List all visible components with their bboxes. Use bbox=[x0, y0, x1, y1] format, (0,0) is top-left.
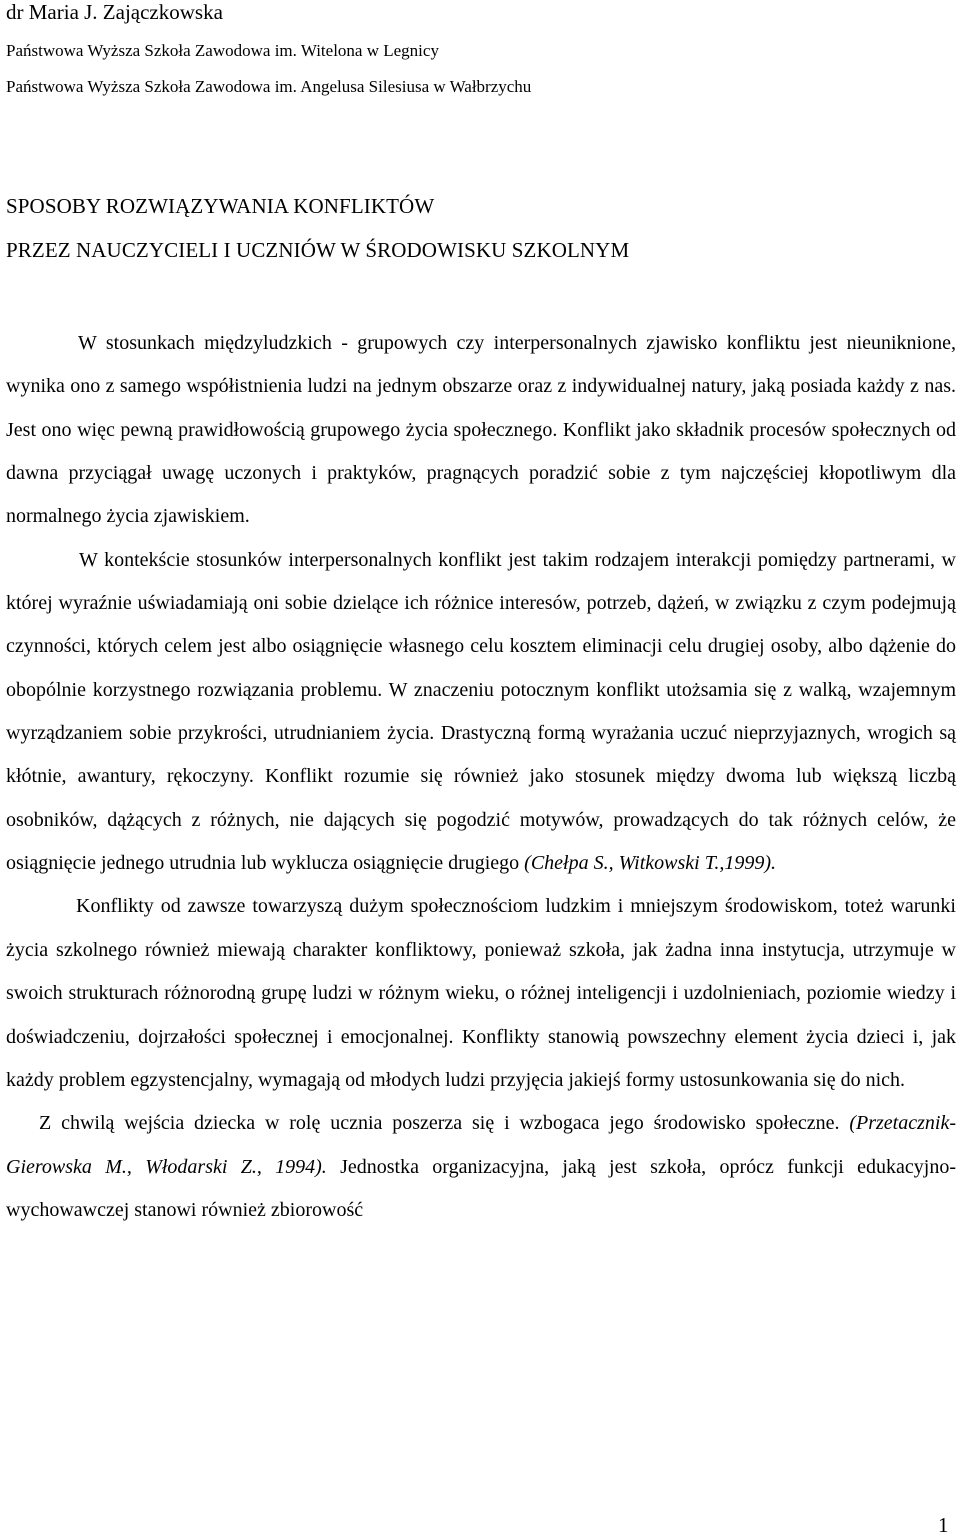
paragraph-2-text: W kontekście stosunków interpersonalnych konflikt jest takim rodzajem interakcji pomiędzy partnerami, w której wyraźnie uświadamiają oni sobie dzielące ich różnice interesów, potrzeb, dążeń, w związku z czym podejmują czynności, których celem jest albo osiągnięcie własnego celu kosztem eliminacji celu drugiej osoby, albo dążenie do obopólnie korzystnego rozwiązania problemu. W znaczeniu potocznym konflikt utożsamia się z walką, wzajemnym wyrządzaniem sobie przykrości, utrudnianiem życia. Drastyczną formą wyrażania uczuć nieprzyjaznych, wrogich są kłótnie, awantury, rękoczyny. Konflikt rozumie się również jako stosunek między dwoma lub większą liczbą osobników, dążących z różnych, nie dających się pogodzić motywów, prowadzących do tak różnych celów, że osiągnięcie jednego utrudnia lub wyklucza osiągnięcie drugiego bbox=[6, 548, 956, 875]
paragraph-4 bbox=[6, 1102, 956, 1232]
title-line-1: SPOSOBY ROZWIĄZYWANIA KONFLIKTÓW bbox=[6, 194, 435, 218]
author-name: dr Maria J. Zajączkowska bbox=[6, 0, 223, 24]
affiliation-legnica: Państwowa Wyższa Szkoła Zawodowa im. Witelona w Legnicy bbox=[6, 41, 439, 60]
body-text bbox=[6, 322, 956, 1232]
paragraph-3 bbox=[6, 885, 956, 1102]
paragraph-3-text: Konflikty od zawsze towarzyszą dużym społecznościom ludzkim i mniejszym środowiskom, toteż warunki życia szkolnego również miewają charakter konfliktowy, ponieważ szkoła, jak żadna inna instytucja, utrzymuje w swoich strukturach różnorodną grupę ludzi w różnym wieku, o różnej inteligencji i uzdolnieniach, poziomie wiedzy i doświadczeniu, dojrzałości społecznej i emocjonalnej. Konflikty stanowią powszechny element życia dzieci i, jak każdy problem egzystencjalny, wymagają od młodych ludzi przyjęcia jakiejś formy ustosunkowania się do nich. bbox=[6, 895, 956, 1091]
paragraph-2 bbox=[6, 539, 956, 886]
paragraph-1 bbox=[6, 322, 956, 539]
citation-przetacznik: (Przetacznik- Gierowska M., Włodarski Z., 1994). bbox=[6, 1112, 956, 1178]
paragraph-1-text: W stosunkach międzyludzkich - grupowych czy interpersonalnych zjawisko konfliktu jest nieuniknione, wynika ono z samego współistnienia ludzi na jednym obszarze oraz z indywidualnej natury, jaką posiada każdy z nas. Jest ono więc pewną prawidłowością grupowego życia społecznego. Konflikt jako składnik procesów społecznych od dawna przyciągał uwagę uczonych i praktyków, pragnących poradzić sobie z tym najczęściej kłopotliwym dla normalnego życia zjawiskiem. bbox=[6, 332, 956, 528]
page-number: 1 bbox=[938, 1513, 949, 1537]
citation-chelpa: (Chełpa S., Witkowski T.,1999). bbox=[524, 852, 777, 875]
affiliation-walbrzych: Państwowa Wyższa Szkoła Zawodowa im. Angelusa Silesiusa w Wałbrzychu bbox=[6, 77, 532, 96]
title-line-2: PRZEZ NAUCZYCIELI I UCZNIÓW W ŚRODOWISKU SZKOLNYM bbox=[6, 238, 630, 262]
paragraph-4-text-before: Z chwilą wejścia dziecka w rolę ucznia poszerza się i wzbogaca jego środowisko społeczne. bbox=[39, 1112, 840, 1135]
paragraph-4-text-after: Jednostka organizacyjna, jaką jest szkoła, oprócz funkcji edukacyjno-wychowawczej stanowi również zbiorowość bbox=[6, 1155, 957, 1221]
